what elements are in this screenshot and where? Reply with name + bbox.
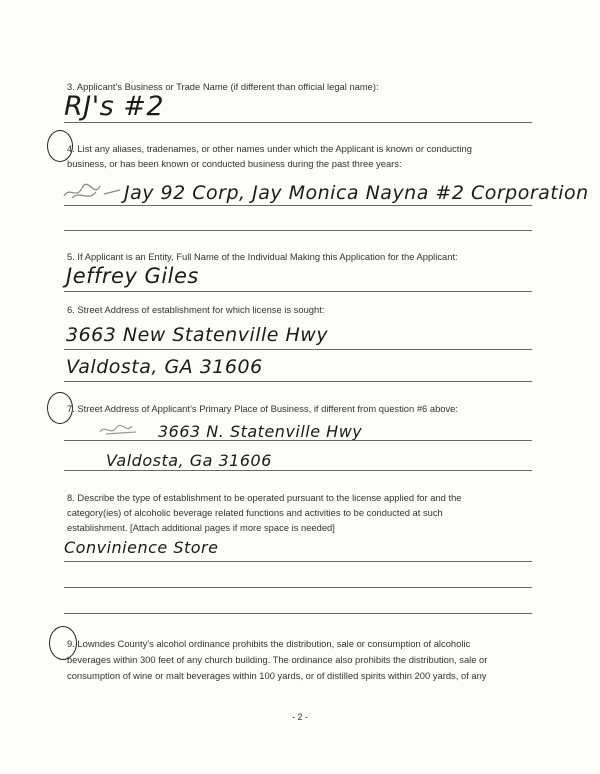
q5-label: 5. If Applicant is an Entity, Full Name of the Individual Making this Application for the Applicant:: [67, 251, 458, 262]
q5-answer-line: [64, 291, 532, 292]
q4-answer-line-2: [64, 230, 532, 231]
q8-answer-rule-2: [64, 587, 532, 588]
q6-answer-rule-2: [64, 381, 532, 382]
q7-answer-line1: 3663 N. Statenville Hwy: [158, 422, 363, 441]
q3-label: 3. Applicant’s Business or Trade Name (if different than official legal name):: [67, 81, 379, 92]
q8-answer-rule-1: [64, 561, 532, 562]
q3-answer-line: [64, 122, 532, 123]
q8-answer-rule-3: [64, 613, 532, 614]
q4-label-line2: business, or has been known or conducted business during the past three years:: [67, 158, 402, 169]
q8-answer: Convinience Store: [64, 538, 219, 557]
q6-label: 6. Street Address of establishment for which license is sought:: [67, 304, 325, 315]
q7-label: 7. Street Address of Applicant’s Primary Place of Business, if different from question #6 above:: [67, 403, 459, 414]
q9-text-line1: 9. Lowndes County’s alcohol ordinance prohibits the distribution, sale or consumption of alcoholic: [67, 638, 471, 649]
q4-answer-line-1: [64, 205, 532, 206]
page-number: - 2 -: [291, 712, 308, 722]
q9-text-line3: consumption of wine or malt beverages within 100 yards, or of distilled spirits within 200 yards, of any: [67, 670, 487, 681]
q7-answer-rule-1: [64, 440, 532, 441]
q4-label-line1: 4. List any aliases, tradenames, or other names under which the Applicant is known or conducting: [67, 143, 472, 154]
q8-label-line2: category(ies) of alcoholic beverage related functions and activities to be conducted at such: [67, 507, 443, 518]
q5-answer: Jeffrey Giles: [66, 264, 199, 288]
q6-answer-rule-1: [64, 349, 532, 350]
q7-answer-rule-2: [64, 470, 532, 471]
q6-answer-line2: Valdosta, GA 31606: [66, 356, 263, 378]
q4-scribble-mark: [60, 178, 124, 206]
q8-label-line3: establishment. [Attach additional pages if more space is needed]: [67, 522, 335, 533]
q6-answer-line1: 3663 New Statenville Hwy: [66, 324, 329, 346]
q7-answer-line2: Valdosta, Ga 31606: [106, 451, 272, 470]
q7-scribble-mark: [96, 420, 142, 440]
q3-answer: RJ's #2: [64, 91, 165, 122]
q9-text-line2: beverages within 300 feet of any church building. The ordinance also prohibits the distribution, sale or: [67, 654, 488, 665]
q8-label-line1: 8. Describe the type of establishment to be operated pursuant to the license applied for and the: [67, 492, 462, 503]
q4-answer: Jay 92 Corp, Jay Monica Nayna #2 Corporation: [124, 182, 589, 204]
